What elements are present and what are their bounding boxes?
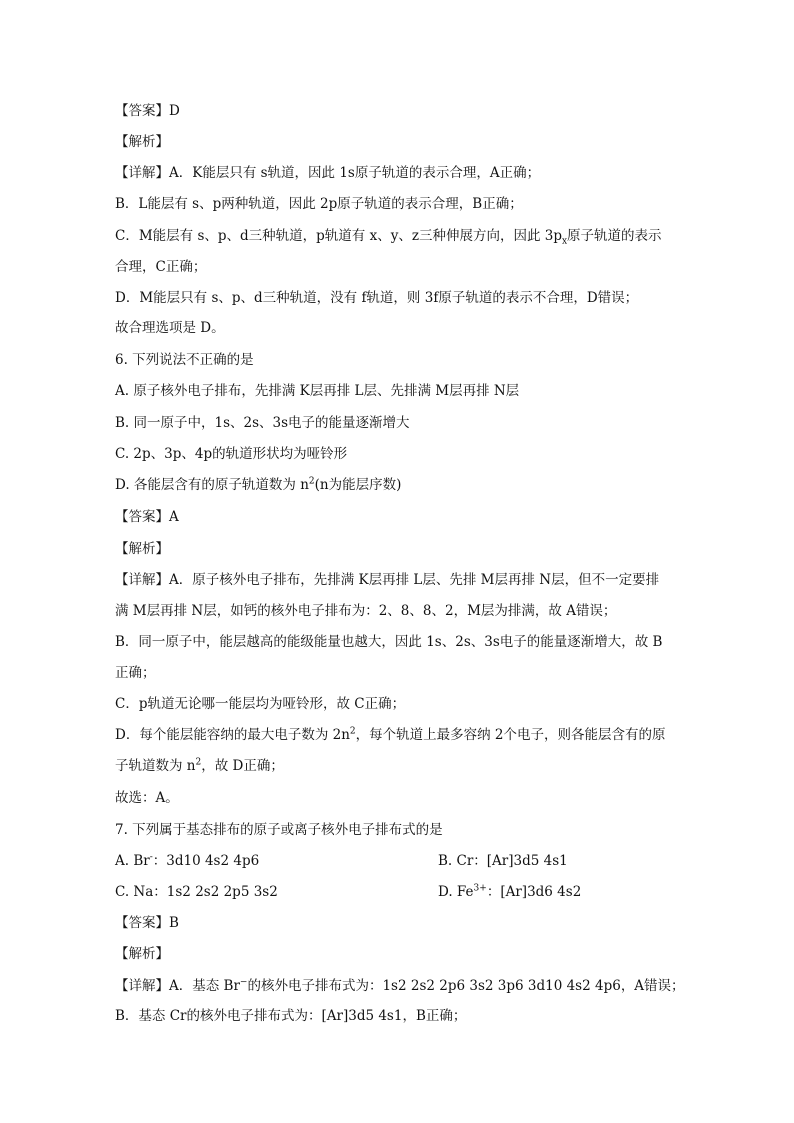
q6-option-b: B. 同一原子中，1s、2s、3s电子的能量逐渐增大 xyxy=(115,415,410,431)
q6-option-d-text-end: (n为能层序数) xyxy=(314,477,402,493)
q6-answer: 【答案】A xyxy=(115,509,179,525)
q7-option-c: C. Na：1s2 2s2 2p5 3s2 xyxy=(115,884,278,900)
q7-analysis-heading: 【解析】 xyxy=(115,946,169,962)
q6-detail-d2-superscript: 2 xyxy=(195,757,202,768)
q7-detail-b-text: B．基态 Cr的核外电子排布式为： xyxy=(115,1008,322,1024)
q5-detail-c-line2: 合理，C正确； xyxy=(115,259,207,275)
q7-option-a-charge: - xyxy=(149,852,153,863)
q6-option-d-superscript: 2 xyxy=(308,476,315,487)
q7-detail-a-text-end: ，A错误； xyxy=(620,978,685,994)
q6-detail-d2-text-end: ，故 D正确； xyxy=(201,758,284,774)
q6-detail-d-line1 xyxy=(115,725,666,745)
q5-detail-c-text: C．M能层有 s、p、d三种轨道，p轨道有 x、y、z三种伸展方向，因此 3p xyxy=(115,228,562,244)
q5-detail-c-subscript: x xyxy=(561,236,568,247)
q7-option-a xyxy=(115,851,259,871)
q6-detail-d-superscript: 2 xyxy=(349,726,356,737)
q5-detail-c-line1 xyxy=(115,226,662,246)
q5-analysis-heading: 【解析】 xyxy=(115,134,169,150)
q7-detail-b-text-end: ，B正确； xyxy=(402,1008,467,1024)
q6-detail-d-text: D．每个能层能容纳的最大电子数为 2n xyxy=(115,727,350,743)
q7-option-a-label: A. Br xyxy=(115,853,150,869)
q6-analysis-heading: 【解析】 xyxy=(115,541,169,557)
q6-option-d xyxy=(115,475,401,495)
q7-detail-a-charge: − xyxy=(239,977,248,988)
q6-stem: 6. 下列说法不正确的是 xyxy=(115,352,254,368)
q5-detail-b: B．L能层有 s、p两种轨道，因此 2p原子轨道的表示合理，B正确； xyxy=(115,196,523,212)
q5-detail-d: D．M能层只有 s、p、d三种轨道，没有 f轨道，则 3f原子轨道的表示不合理，D错误； xyxy=(115,290,639,306)
q6-detail-d-text-end: ，每个轨道上最多容纳 2个电子，则各能层含有的原 xyxy=(355,727,666,743)
q7-detail-a xyxy=(115,976,685,996)
q7-option-a-formula: ：3d10 4s2 4p6 xyxy=(152,853,260,869)
q7-detail-a-mid: 的核外电子排布式为： xyxy=(247,978,383,994)
q6-conclusion: 故选：A。 xyxy=(115,790,179,806)
q7-detail-a-text: 【详解】A．基态 Br xyxy=(115,978,240,994)
q5-detail-c-text-end: 原子轨道的表示 xyxy=(567,228,662,244)
q5-conclusion: 故合理选项是 D。 xyxy=(115,320,225,336)
q6-detail-a-line2: 满 M层再排 N层，如钙的核外电子排布为：2、8、8、2，M层为排满，故 A错误； xyxy=(115,603,617,619)
q6-option-d-text: D. 各能层含有的原子轨道数为 n xyxy=(115,477,309,493)
q6-detail-d-line2 xyxy=(115,756,284,776)
q7-detail-b-formula: [Ar]3d5 4s1 xyxy=(321,1008,403,1024)
q7-option-b: B. Cr：[Ar]3d5 4s1 xyxy=(438,853,568,869)
q7-stem: 7. 下列属于基态排布的原子或离子核外电子排布式的是 xyxy=(115,822,443,838)
q6-detail-b-line2: 正确； xyxy=(115,665,156,681)
q7-detail-a-formula: 1s2 2s2 2p6 3s2 3p6 3d10 4s2 4p6 xyxy=(382,978,621,994)
q6-option-c: C. 2p、3p、4p的轨道形状均为哑铃形 xyxy=(115,446,348,462)
q6-detail-c: C．p轨道无论哪一能层均为哑铃形，故 C正确； xyxy=(115,696,406,712)
q7-detail-b xyxy=(115,1006,466,1026)
q5-answer: 【答案】D xyxy=(115,103,180,119)
q7-option-d-charge: 3+ xyxy=(473,883,487,894)
q7-answer: 【答案】B xyxy=(115,915,179,931)
q6-option-a: A. 原子核外电子排布，先排满 K层再排 L层、先排满 M层再排 N层 xyxy=(115,383,520,399)
q6-detail-b-line1: B．同一原子中，能层越高的能级能量也越大，因此 1s、2s、3s电子的能量逐渐增大，故 B xyxy=(115,634,663,650)
q7-option-d-label: D. Fe xyxy=(438,884,474,900)
q5-detail-a: 【详解】A．K能层只有 s轨道，因此 1s原子轨道的表示合理，A正确； xyxy=(115,165,541,181)
q6-detail-d2-text: 子轨道数为 n xyxy=(115,758,196,774)
q7-option-d-formula: ：[Ar]3d6 4s2 xyxy=(486,884,582,900)
q6-detail-a-line1: 【详解】A．原子核外电子排布，先排满 K层再排 L层、先排 M层再排 N层，但不一定要排 xyxy=(115,572,660,588)
q7-option-d xyxy=(438,882,581,902)
